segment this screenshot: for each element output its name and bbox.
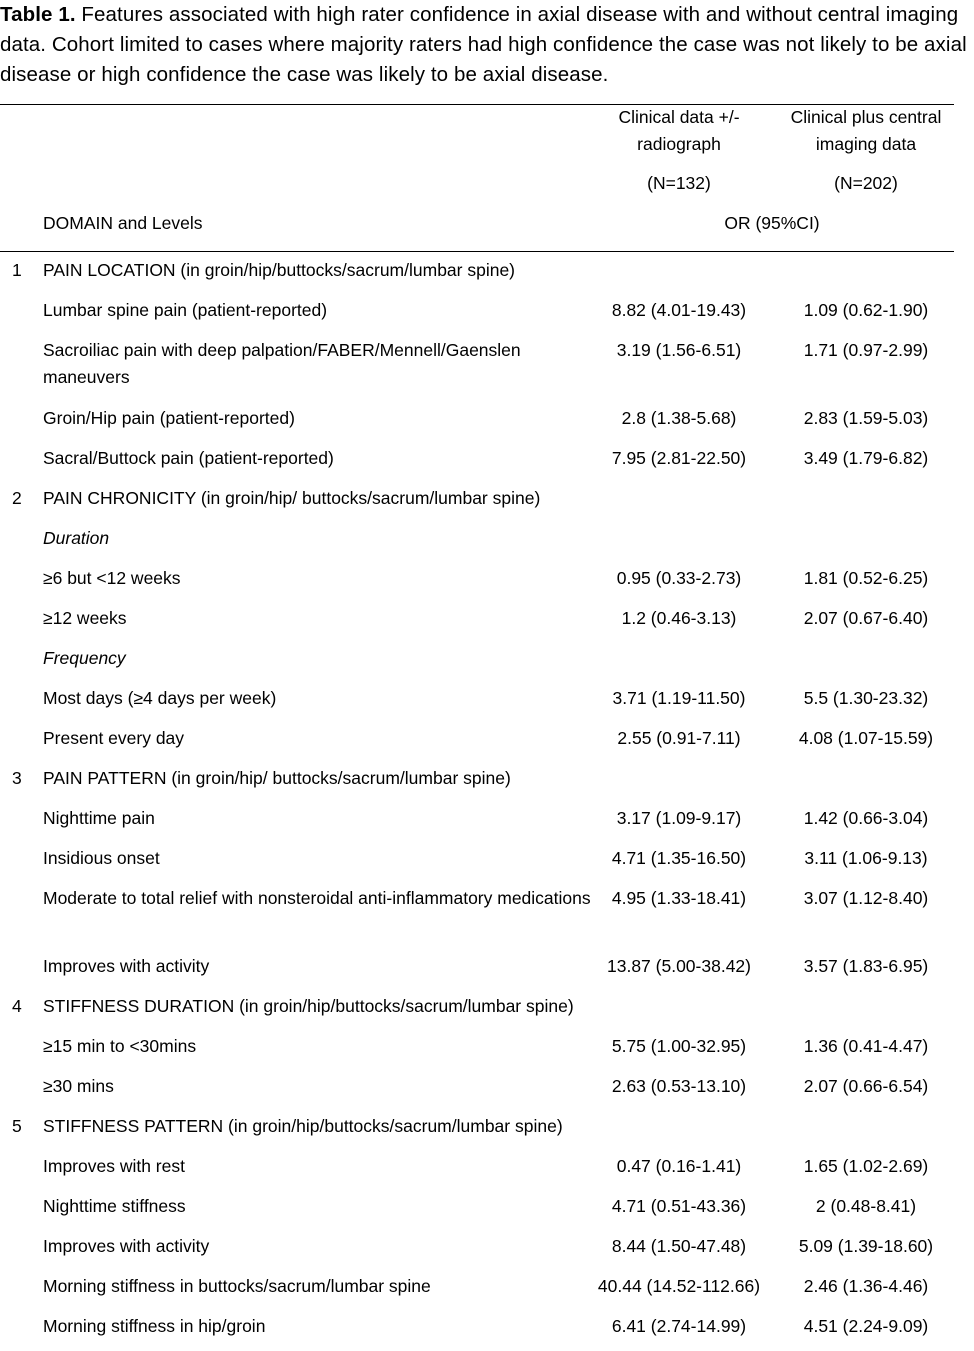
or-clinical-central-imaging: 5.09 (1.39-18.60)	[798, 1236, 934, 1256]
domain-number: 4	[12, 996, 22, 1016]
domain-number: 5	[12, 1116, 22, 1136]
level-label: Improves with activity	[43, 956, 210, 976]
or-clinical-radiograph: 8.82 (4.01-19.43)	[611, 300, 747, 320]
col2-header-line1: Clinical plus central	[790, 107, 942, 127]
or-clinical-radiograph: 4.71 (1.35-16.50)	[611, 848, 747, 868]
or-clinical-central-imaging: 2.46 (1.36-4.46)	[803, 1276, 929, 1296]
level-label: Improves with activity	[43, 1236, 210, 1256]
or-clinical-radiograph: 3.71 (1.19-11.50)	[612, 688, 746, 708]
or-clinical-central-imaging: 1.36 (0.41-4.47)	[803, 1036, 929, 1056]
or-clinical-central-imaging: 5.5 (1.30-23.32)	[803, 688, 929, 708]
level-label: Insidious onset	[43, 848, 160, 868]
domain-label: PAIN PATTERN (in groin/hip/ buttocks/sacrum/lumbar spine)	[43, 768, 511, 788]
level-label: Sacral/Buttock pain (patient-reported)	[43, 448, 334, 468]
or-clinical-central-imaging: 1.81 (0.52-6.25)	[803, 568, 929, 588]
or-clinical-central-imaging: 1.09 (0.62-1.90)	[803, 300, 929, 320]
col1-n: (N=132)	[647, 173, 711, 193]
or-clinical-central-imaging: 3.11 (1.06-9.13)	[804, 848, 928, 868]
level-label: Sacroiliac pain with deep palpation/FABER/Mennell/Gaenslen maneuvers	[43, 340, 521, 387]
or-clinical-radiograph: 4.95 (1.33-18.41)	[611, 888, 747, 908]
domain-label: STIFFNESS DURATION (in groin/hip/buttocks/sacrum/lumbar spine)	[43, 996, 574, 1016]
or-clinical-radiograph: 40.44 (14.52-112.66)	[597, 1276, 761, 1296]
level-label: Most days (≥4 days per week)	[43, 688, 277, 708]
level-label: Duration	[43, 528, 110, 548]
col1-header	[590, 104, 768, 158]
col2-header	[778, 104, 954, 158]
or-clinical-radiograph: 5.75 (1.00-32.95)	[611, 1036, 747, 1056]
domain-label: STIFFNESS PATTERN (in groin/hip/buttocks/sacrum/lumbar spine)	[43, 1116, 563, 1136]
or-clinical-radiograph: 7.95 (2.81-22.50)	[611, 448, 747, 468]
or-clinical-central-imaging: 3.57 (1.83-6.95)	[803, 956, 929, 976]
or-clinical-central-imaging: 1.42 (0.66-3.04)	[803, 808, 929, 828]
row-label-header: DOMAIN and Levels	[43, 213, 203, 233]
or-clinical-radiograph: 0.95 (0.33-2.73)	[616, 568, 742, 588]
domain-number: 3	[12, 768, 22, 788]
level-label: Morning stiffness in buttocks/sacrum/lumbar spine	[43, 1276, 431, 1296]
or-clinical-central-imaging: 3.07 (1.12-8.40)	[803, 888, 929, 908]
or-clinical-central-imaging: 2.83 (1.59-5.03)	[803, 408, 929, 428]
col1-header-line2: radiograph	[637, 134, 721, 154]
level-label: ≥30 mins	[43, 1076, 114, 1096]
or-clinical-central-imaging: 2.07 (0.67-6.40)	[803, 608, 929, 628]
level-label: Moderate to total relief with nonsteroidal anti-inflammatory medications	[43, 888, 591, 908]
col2-n: (N=202)	[834, 173, 898, 193]
header-bottom-rule	[0, 251, 954, 252]
level-label: Groin/Hip pain (patient-reported)	[43, 408, 295, 428]
level-label: Morning stiffness in hip/groin	[43, 1316, 266, 1336]
or-clinical-central-imaging: 1.71 (0.97-2.99)	[803, 340, 929, 360]
level-label: ≥15 min to <30mins	[43, 1036, 197, 1056]
or-clinical-central-imaging: 4.08 (1.07-15.59)	[798, 728, 934, 748]
or-clinical-central-imaging: 3.49 (1.79-6.82)	[803, 448, 929, 468]
level-label: ≥6 but <12 weeks	[43, 568, 181, 588]
domain-label: PAIN CHRONICITY (in groin/hip/ buttocks/sacrum/lumbar spine)	[43, 488, 541, 508]
col2-header-line2: imaging data	[815, 134, 917, 154]
domain-label: PAIN LOCATION (in groin/hip/buttocks/sacrum/lumbar spine)	[43, 260, 516, 280]
level-label: Improves with rest	[43, 1156, 185, 1176]
level-label: ≥12 weeks	[43, 608, 127, 628]
domain-number: 1	[12, 260, 22, 280]
or-clinical-radiograph: 4.71 (0.51-43.36)	[611, 1196, 747, 1216]
or-clinical-radiograph: 13.87 (5.00-38.42)	[607, 956, 751, 976]
or-clinical-radiograph: 6.41 (2.74-14.99)	[611, 1316, 747, 1336]
or-clinical-central-imaging: 1.65 (1.02-2.69)	[803, 1156, 929, 1176]
or-clinical-radiograph: 3.17 (1.09-9.17)	[616, 808, 742, 828]
or-clinical-radiograph: 1.2 (0.46-3.13)	[621, 608, 737, 628]
level-label: Lumbar spine pain (patient-reported)	[43, 300, 328, 320]
or-clinical-radiograph: 2.55 (0.91-7.11)	[617, 728, 741, 748]
level-label: Nighttime pain	[43, 808, 155, 828]
level-label: Present every day	[43, 728, 185, 748]
or-clinical-radiograph: 0.47 (0.16-1.41)	[616, 1156, 742, 1176]
level-label: Frequency	[43, 648, 126, 668]
or-clinical-central-imaging: 2.07 (0.66-6.54)	[803, 1076, 929, 1096]
or-clinical-radiograph: 8.44 (1.50-47.48)	[611, 1236, 747, 1256]
level-label: Nighttime stiffness	[43, 1196, 186, 1216]
metric-header: OR (95%CI)	[724, 213, 820, 233]
or-clinical-central-imaging: 4.51 (2.24-9.09)	[803, 1316, 929, 1336]
or-clinical-radiograph: 3.19 (1.56-6.51)	[616, 340, 742, 360]
or-clinical-radiograph: 2.8 (1.38-5.68)	[621, 408, 737, 428]
table-caption	[0, 0, 974, 90]
or-clinical-central-imaging: 2 (0.48-8.41)	[815, 1196, 917, 1216]
table-caption-label: Table 1.	[0, 3, 76, 26]
table-caption-text: Features associated with high rater confidence in axial disease with and without central imaging data. Cohort limited to cases where majority raters had high confidence the case was not likely to be axial disease or high confidence the case was likely to be axial disease.	[0, 3, 967, 86]
or-clinical-radiograph: 2.63 (0.53-13.10)	[611, 1076, 747, 1096]
col1-header-line1: Clinical data +/-	[618, 107, 740, 127]
domain-number: 2	[12, 488, 22, 508]
